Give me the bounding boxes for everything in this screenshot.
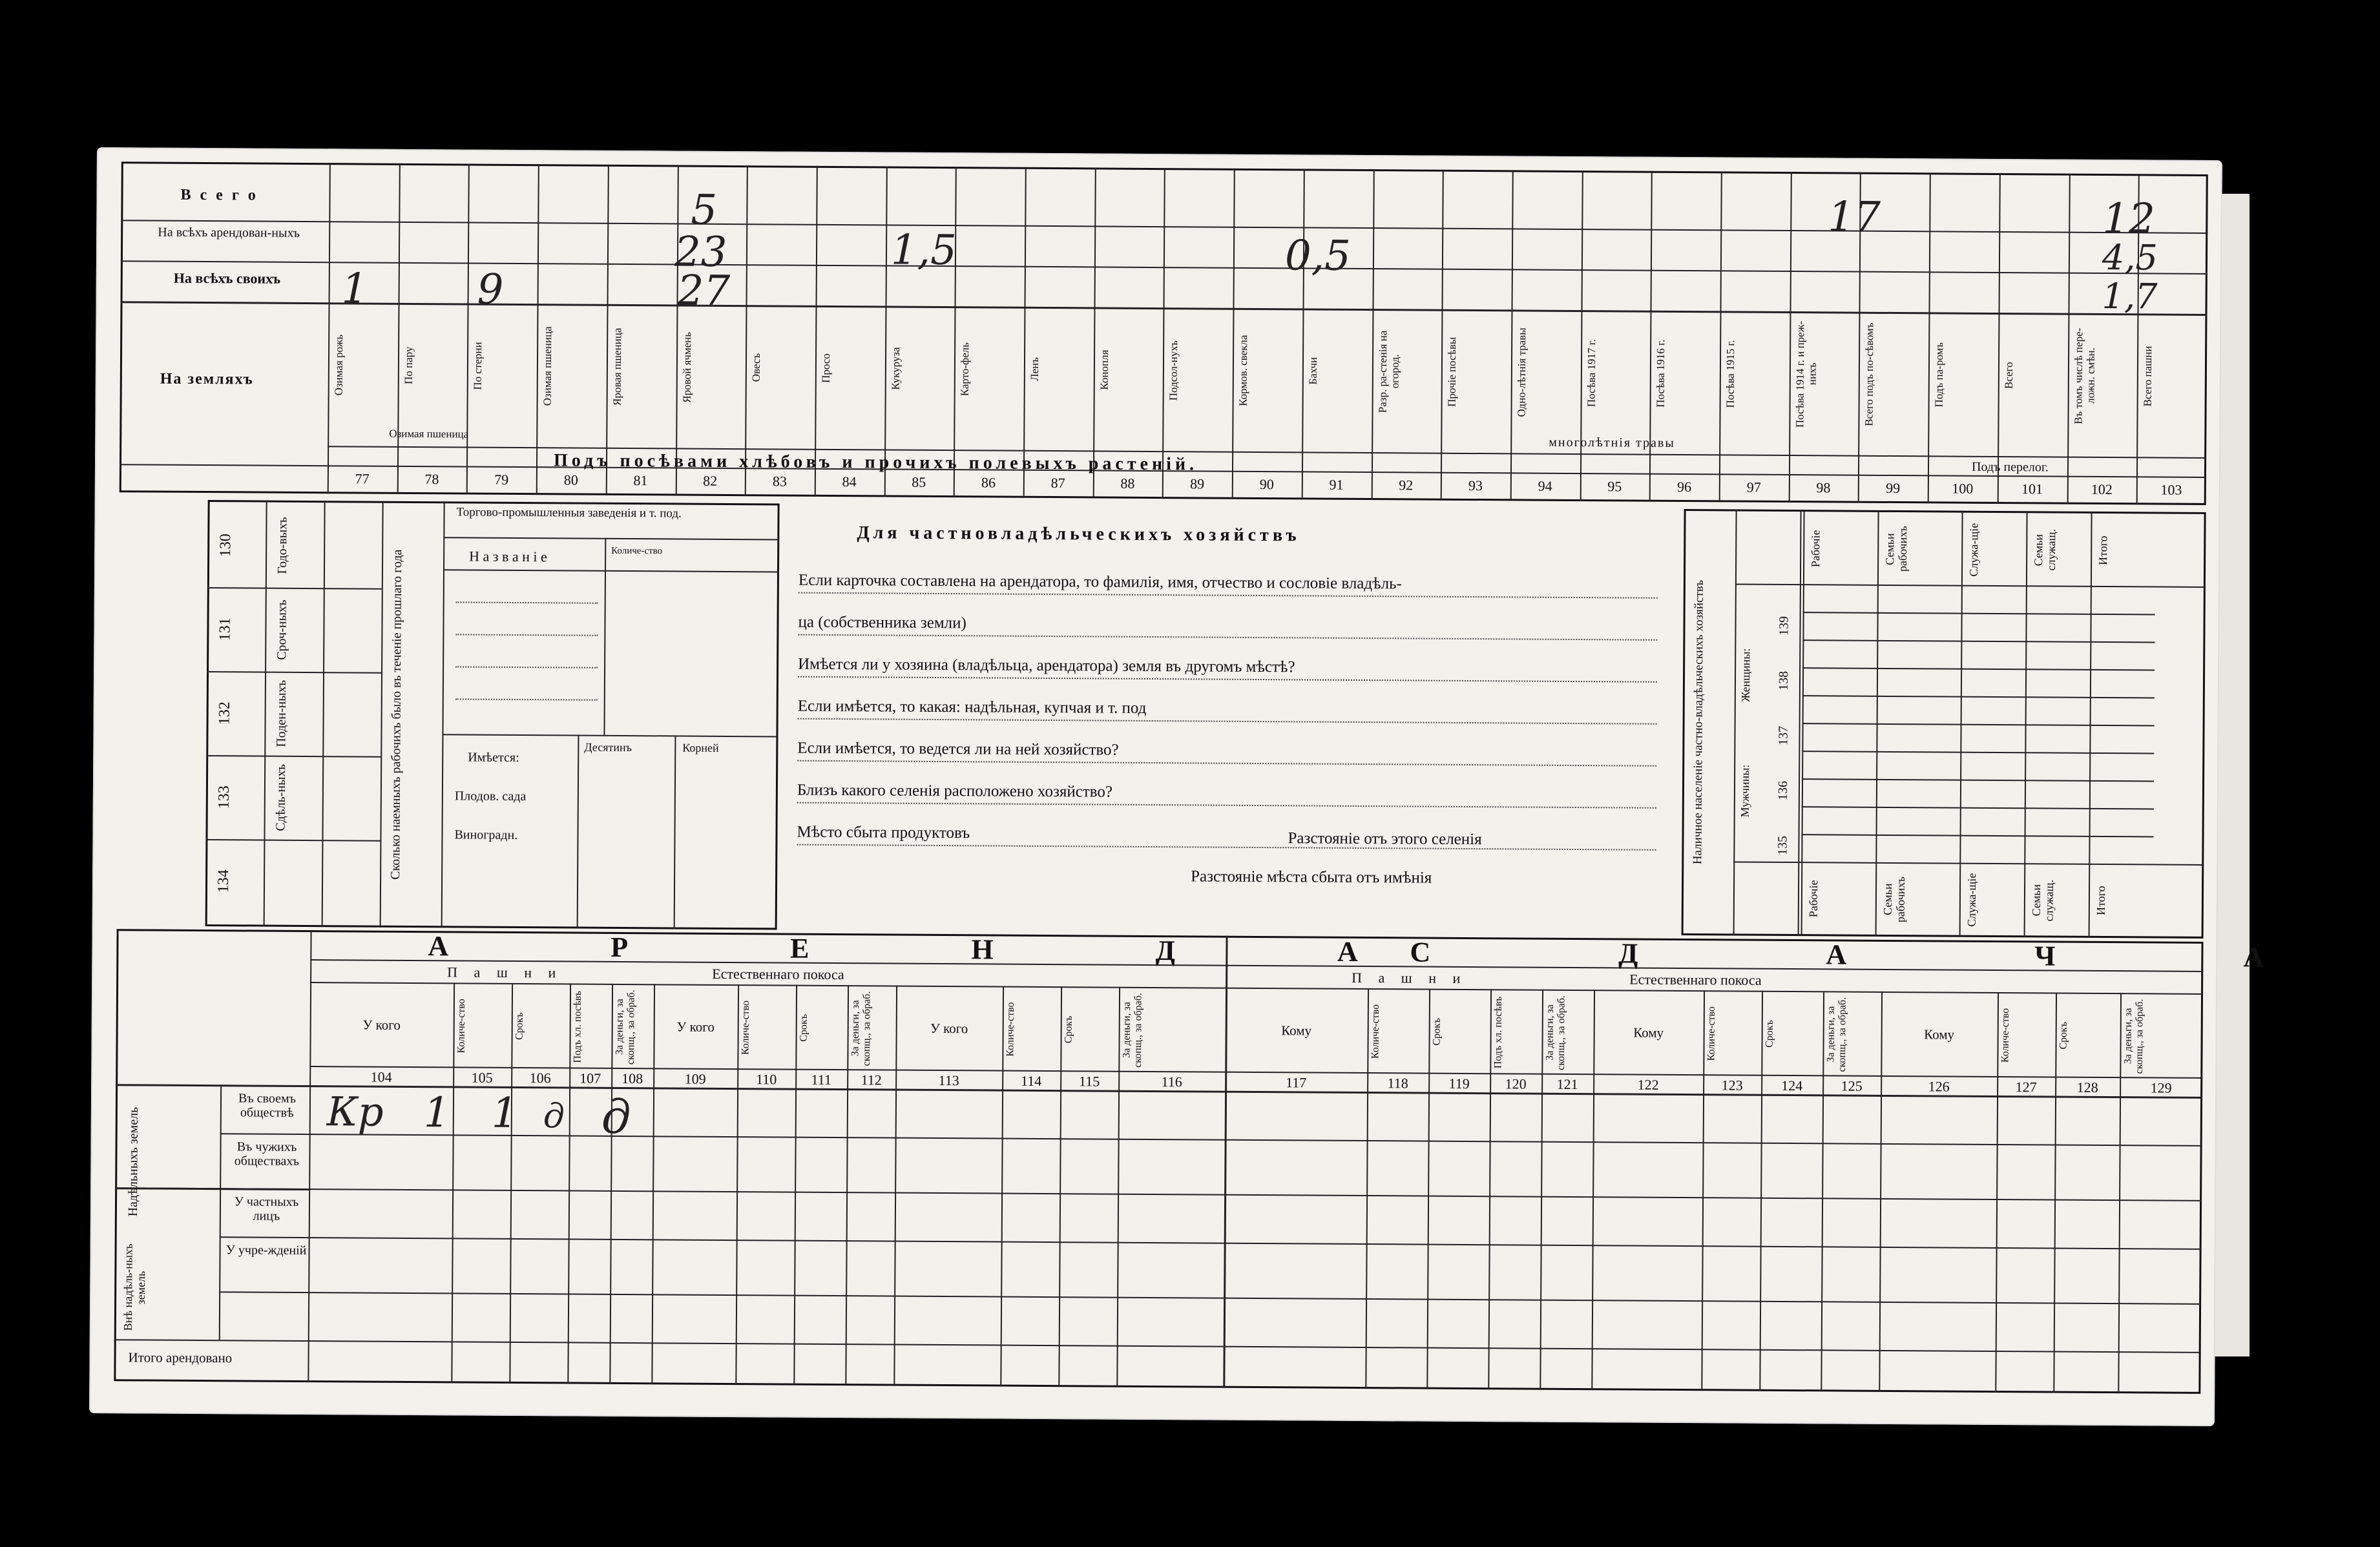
lease-col-header: Количе-ство [455,999,467,1054]
lease-col-header: Количе-ство [1005,1002,1016,1057]
crop-col-header: Подъ па-ромъ [1932,342,1946,408]
worker-row-num: 133 [215,785,233,809]
crop-col-header: Озимая рожь [332,335,346,396]
hw-own-77: 1 [341,265,368,313]
lease-col-number: 107 [579,1070,601,1086]
lease-col-number: 114 [1021,1072,1042,1089]
lease-col-number: 123 [1721,1077,1743,1094]
crop-col-number: 100 [1952,480,1974,497]
lease-col-number: 106 [529,1070,551,1086]
lease-col-header: Кому [1633,1024,1664,1041]
lease-col-header: У кого [362,1017,401,1033]
crop-col-number: 79 [494,471,509,488]
crop-col-number: 81 [633,472,648,489]
lease-row-label: Въ своемъ обществѣ [238,1091,297,1120]
crop-col-number: 102 [2091,481,2113,498]
crop-col-header: Всего [2002,362,2015,389]
crop-col-number: 99 [1886,479,1901,497]
hw-lease-money: д [543,1097,565,1136]
pop-col-header-top: Рабочіе [1809,530,1822,568]
ozim-wheat-label: Озимая пшеница [389,427,469,441]
worker-row-num: 130 [217,534,235,557]
hw-total-103: 12 [2102,194,2156,244]
crop-col-header: Конопля [1098,349,1111,390]
crop-col-number: 78 [424,471,439,488]
crop-col-number: 87 [1050,475,1065,492]
worker-row-label: Сдѣль-ныхъ [273,763,289,831]
crop-col-number: 94 [1538,477,1552,494]
sdacha-title: С Д А Ч А [1410,936,2355,974]
perennial-label: многолѣтнія травы [1549,435,1675,450]
pop-col-header-bottom: Итого [2094,886,2108,916]
lease-col-header: У кого [676,1019,715,1035]
worker-row-label: Поден-ныхъ [274,680,289,747]
crop-col-header: Одно-лѣтнія травы [1515,327,1529,417]
answer-line [798,718,1657,725]
distance-village: Разстояніе отъ этого селенія [1288,829,1482,849]
lease-col-header: Количе-ство [740,1000,751,1055]
lease-col-header: Срокъ [798,1014,809,1043]
private-question: Мѣсто сбыта продуктовъ [797,823,970,842]
crop-col-header: Карто-фель [959,342,972,396]
worker-row-num: 134 [214,869,233,893]
crop-col-header: По стерни [472,342,485,390]
crop-col-header: Въ томъ числѣ пере-ложн. смѣн. [2072,327,2097,424]
lease-row-label: Въ чужихъ обществахъ [234,1139,300,1168]
crop-col-header: Озимая пшеница [541,326,554,406]
crop-col-number: 82 [703,472,718,489]
pop-col-header-top: Семьи рабочихъ [1883,526,1910,572]
hw-rented-91: 0,5 [1284,232,1352,280]
lease-col-header: За деньги, за скопщ., за обраб. [614,990,637,1065]
answer-line [799,592,1658,599]
lease-col-number: 110 [756,1071,777,1088]
trade-qty-label: Количе-ство [611,545,663,557]
lease-col-header: Количе-ство [1706,1006,1717,1061]
lease-col-header: За деньги, за скопщ., за обраб. [1825,997,1848,1072]
lease-col-number: 120 [1505,1075,1527,1092]
lease-total-label: Итого арендовано [128,1349,233,1366]
pop-col-header-top: Итого [2096,535,2110,565]
lease-col-number: 127 [2015,1079,2037,1095]
arenda-pokos: Естественнаго покоса [712,965,844,983]
answer-line [797,760,1656,767]
crop-col-number: 80 [563,472,578,488]
crop-col-number: 77 [355,470,370,487]
pop-num: 139 [1777,616,1791,636]
crop-col-number: 90 [1259,476,1274,493]
pop-col-header-bottom: Служа-щіе [1965,873,1979,927]
hw-lease-money2: д [601,1089,631,1145]
crop-col-number: 84 [842,473,857,490]
men-label: Мужчины: [1738,764,1752,818]
crop-col-number: 83 [772,473,788,490]
crop-col-header: Просо [819,353,832,383]
pop-num: 136 [1775,780,1791,801]
answer-line [797,802,1656,809]
lease-row-label: У учре-жденій [225,1243,307,1258]
hw-rented-103: 4,5 [2102,236,2158,278]
arenda-pashni: П а ш н и [447,964,563,981]
lease-col-number: 109 [684,1070,706,1087]
crop-col-header: Подсол-нухъ [1167,340,1180,400]
hw-lease-qty: 1 [423,1089,450,1137]
answer-line [798,676,1657,683]
hw-own-82: 27 [677,267,731,315]
lease-col-number: 119 [1448,1075,1470,1092]
women-label: Женщины: [1738,648,1753,702]
worker-row-label: Годо-выхъ [275,517,290,575]
lease-col-header: Срокъ [1431,1018,1443,1046]
worker-row-num: 131 [216,618,234,641]
pop-col-header-bottom: Семьи рабочихъ [1881,877,1907,923]
hw-rented-82: 23 [674,228,727,276]
roots-label: Корней [682,741,719,754]
desyatin-label: Десятинъ [584,740,632,754]
lease-col-number: 117 [1286,1074,1307,1091]
lease-col-header: У кого [930,1020,968,1037]
crop-col-header: Всего пашни [2141,346,2155,407]
lease-col-header: За деньги, за скопщ., за обраб. [1121,992,1144,1068]
crop-col-header: По пару [402,346,415,385]
crop-col-number: 93 [1468,477,1483,494]
sdacha-pokos: Естественнаго покоса [1629,971,1762,988]
lease-col-header: Подъ хл. посѣвъ [572,990,584,1063]
lease-col-number: 129 [2150,1079,2172,1096]
lease-col-number: 115 [1079,1073,1100,1090]
crop-col-number: 98 [1816,479,1831,496]
crop-col-number: 86 [981,474,996,491]
hw-lease-who: Кр [326,1088,384,1136]
distance-market: Разстояніе мѣста сбыта отъ имѣнія [1191,867,1432,887]
pop-col-header-bottom: Рабочіе [1806,880,1821,918]
row-label-lands: На земляхъ [160,370,254,388]
answer-line [798,634,1657,641]
crop-col-number: 101 [2021,481,2043,497]
crop-col-header: Всего подъ по-сѣвомъ [1863,322,1876,427]
row-label-total: В с е г о [180,186,258,204]
crop-col-number: 92 [1399,477,1414,493]
crop-col-header: Кукуруза [889,347,902,390]
hw-total-82: 5 [691,186,718,234]
crop-caption: Подъ посѣвами хлѣбовъ и прочихъ полевыхъ растеній. [553,450,1198,475]
lease-col-header: Срокъ [514,1012,525,1041]
pop-col-header-top: Служа-щіе [1967,523,1981,577]
lease-col-number: 121 [1556,1075,1578,1093]
trade-name-label: Н а з в а н і е [469,548,547,565]
private-question: Близъ какого селенія расположено хозяйство? [797,781,1113,801]
worker-row-label: Сроч-ныхъ [275,599,289,660]
crop-col-number: 95 [1607,478,1622,495]
lease-col-number: 124 [1781,1077,1803,1094]
lease-col-header: Количе-ство [1370,1004,1381,1059]
lease-col-number: 125 [1841,1077,1863,1094]
pop-col-header-top: Семьи служащ. [2032,529,2058,571]
crop-col-header: Посѣва 1917 г. [1585,338,1598,407]
lease-row-label: У частныхъ лицъ [234,1194,299,1223]
lease-col-header: За деньги, за скопщ., за обраб. [2122,999,2145,1074]
crop-col-number: 91 [1329,476,1344,493]
answer-line [797,844,1656,851]
lease-col-number: 112 [861,1072,882,1088]
crop-col-header: Овесъ [750,353,763,382]
lease-col-number: 118 [1387,1075,1408,1092]
crop-col-number: 88 [1120,475,1135,492]
group-allotment: Надѣльныхъ земель [125,1106,141,1217]
row-label-own: На всѣхъ своихъ [173,269,281,287]
hw-lease-term: 1 [491,1089,518,1138]
pop-num: 135 [1775,835,1790,856]
crop-col-header: Посѣва 1914 г. и преж-нихъ [1793,320,1819,428]
crop-col-header: Ленъ [1028,357,1041,382]
crop-col-header: Яровой ячмень [680,331,693,403]
private-question: Если карточка составлена на арендатора, то фамилія, имя, отчество и сословіе владѣль- [798,571,1403,593]
row-label-rented: На всѣхъ арендован-ныхъ [158,225,300,240]
private-question: ца (собственника земли) [798,613,966,632]
crop-col-header: Бахчи [1306,357,1319,385]
lease-col-number: 104 [370,1068,392,1085]
hw-total-98: 17 [1828,193,1881,242]
lease-col-number: 111 [811,1071,831,1088]
lease-col-number: 128 [2076,1079,2098,1095]
crop-col-number: 97 [1746,479,1761,495]
hw-own-103: 1,7 [2102,275,2158,317]
group-non-allotment: Внѣ надѣль-ныхъ земель [121,1243,148,1331]
lease-col-number: 108 [621,1070,643,1087]
hw-rented-85: 1,5 [890,226,957,275]
crop-col-header: Прочіе посѣвы [1445,337,1459,407]
crop-col-header: Посѣва 1916 г. [1654,339,1667,408]
crop-col-number: 96 [1676,478,1692,495]
worker-row-num: 132 [216,701,233,725]
hw-own-79: 9 [477,265,504,314]
lease-col-header: Срокъ [1764,1020,1775,1048]
private-question: Имѣется ли у хозяина (владѣльца, арендатора) земля въ другомъ мѣстѣ? [798,655,1295,676]
lease-col-header: Срокъ [2058,1022,2069,1050]
has-label: Имѣется: [468,750,519,765]
pop-num: 137 [1776,725,1791,746]
private-question: Если имѣется, то какая: надѣльная, купчая и т. под [797,697,1147,717]
crop-col-header: Посѣва 1915 г. [1724,339,1737,408]
lease-col-number: 126 [1928,1078,1950,1095]
lease-col-header: За деньги, за скопщ., за обраб. [850,991,873,1066]
crop-col-number: 85 [912,473,926,490]
lease-col-header: Срокъ [1063,1015,1074,1044]
sdacha-pashni: П а ш н и [1352,969,1467,986]
lease-col-header: Количе-ство [1999,1008,2011,1063]
lease-col-number: 113 [938,1072,959,1089]
vineyard-label: Виноградн. [454,827,518,842]
lease-col-header: Кому [1281,1023,1312,1039]
crop-col-number: 103 [2160,481,2182,498]
crop-col-number: 89 [1190,475,1205,492]
lease-col-number: 116 [1161,1074,1182,1090]
pop-num: 138 [1776,670,1791,691]
lease-col-header: Кому [1924,1026,1955,1043]
pop-col-header-bottom: Семьи служащ. [2029,879,2056,922]
workers-vertical-title: Сколько наемныхъ рабочихъ было въ теченіе прошлаго года [388,549,405,880]
crop-col-header: Яровая пшеница [611,327,624,406]
orchard-label: Плодов. сада [454,789,527,804]
private-question: Если имѣется, то ведется ли на ней хозяйство? [797,739,1119,759]
perelog-label: Подъ перелог. [1971,459,2049,475]
crop-col-header: Разр. ра-стенія на огород. [1376,330,1401,413]
arenda-title: А Р Е Н Д А [428,930,1435,968]
lease-col-header: За деньги, за скопщ., за обраб. [1544,995,1567,1070]
lease-col-header: Подъ хл. посѣвъ [1492,996,1505,1069]
crop-col-header: Кормов. свекла [1237,335,1250,407]
lease-col-number: 105 [471,1069,493,1086]
trade-header: Торгово-промышленныя заведенія и т. под. [456,505,682,521]
lease-col-number: 122 [1637,1076,1659,1093]
private-title: Для частновладѣльческихъ хозяйствъ [857,523,1300,546]
worker-row-label [273,846,313,917]
population-title: Наличное населеніе частно-владѣльческихъ хозяйствъ [1691,579,1706,865]
census-card [89,147,2355,1426]
